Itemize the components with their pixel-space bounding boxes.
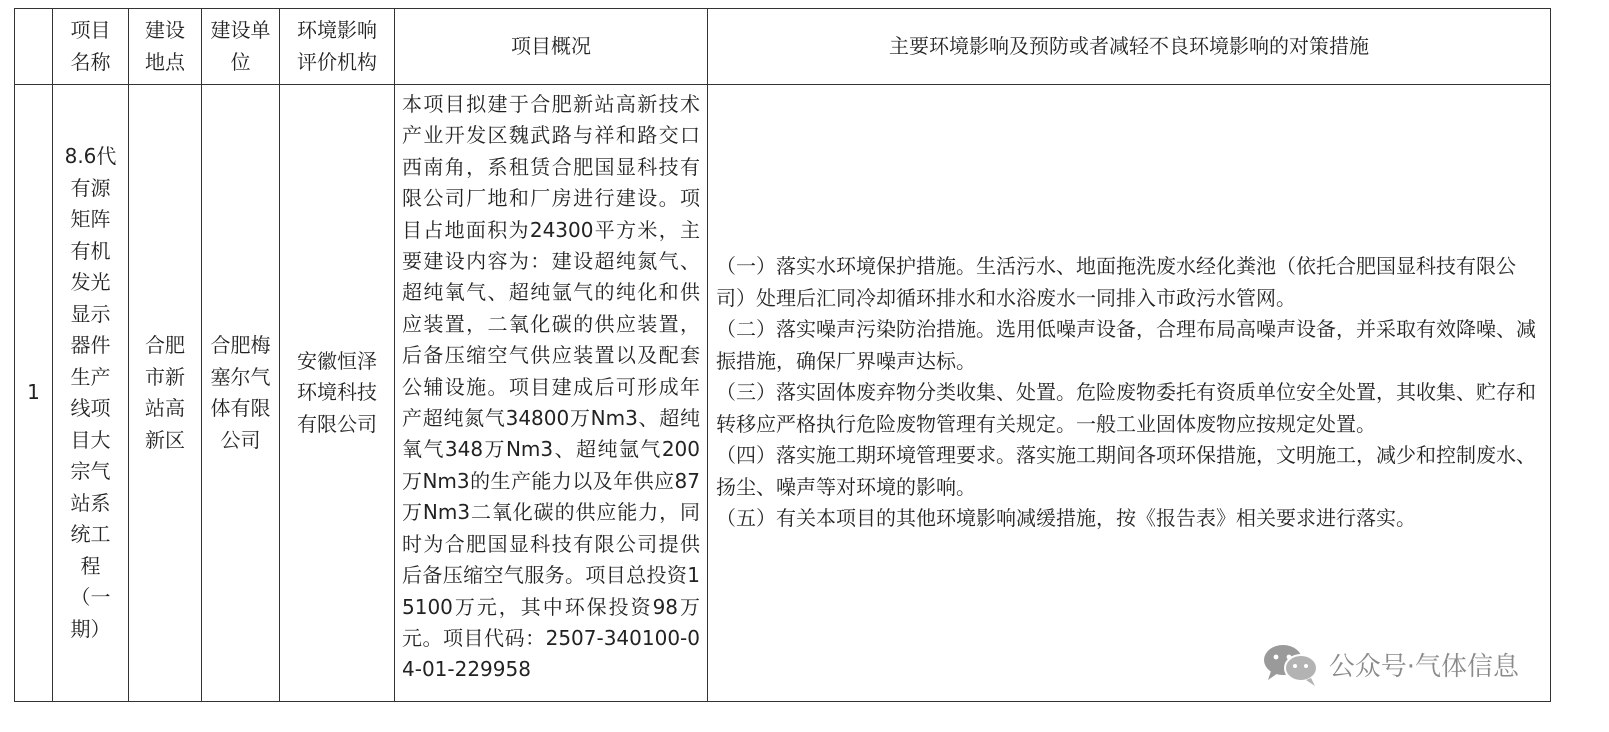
measure-item-3: （三）落实固体废弃物分类收集、处置。危险废物委托有资质单位安全处置，其收集、贮存和转移应严格执行危险废物管理有关规定。一般工业固体废物应按规定处置。 [716, 380, 1536, 436]
wechat-icon [1261, 640, 1321, 688]
location-cell: 合肥市新站高新区 [129, 85, 202, 702]
measure-item-4: （四）落实施工期环境管理要求。落实施工期间各项环保措施，文明施工，减少和控制废水、扬尘、噪声等对环境的影响。 [716, 443, 1536, 499]
construction-unit-cell: 合肥梅塞尔气体有限公司 [202, 85, 280, 702]
watermark-text: 公众号·气体信息 [1328, 651, 1519, 682]
header-overview: 项目概况 [395, 9, 708, 85]
measure-item-5: （五）有关本项目的其他环境影响减缓措施，按《报告表》相关要求进行落实。 [716, 506, 1416, 531]
header-location: 建设地点 [129, 9, 202, 85]
header-num [15, 9, 53, 85]
overview-cell: 本项目拟建于合肥新站高新技术产业开发区魏武路与祥和路交口西南角，系租赁合肥国显科技有限公司厂地和厂房进行建设。项目占地面积为24300平方米，主要建设内容为：建设超纯氮气、超纯氧气、超纯氩气的纯化和供应装置，二氧化碳的供应装置，后备压缩空气供应装置以及配套公辅设施。项目建成后可形成年产超纯氮气34800万Nm3、超纯氧气348万Nm3、超纯氩气200万Nm3的生产能力以及年供应87万Nm3二氧化碳的供应能力，同时为合肥国显科技有限公司提供后备压缩空气服务。项目总投资15100万元，其中环保投资98万元。项目代码：2507-340100-04-01-229958 [395, 85, 708, 702]
header-eia-agency: 环境影响评价机构 [280, 9, 395, 85]
measure-item-1: （一）落实水环境保护措施。生活污水、地面拖洗废水经化粪池（依托合肥国显科技有限公司）处理后汇同冷却循环排水和水浴废水一同排入市政污水管网。 [716, 254, 1516, 310]
header-construction-unit: 建设单位 [202, 9, 280, 85]
header-measures: 主要环境影响及预防或者减轻不良环境影响的对策措施 [708, 9, 1551, 85]
table-row [15, 85, 1551, 702]
project-name-cell: 8.6代有源矩阵有机发光显示器件生产线项目大宗气站系统工程（一期） [53, 85, 129, 702]
measure-item-2: （二）落实噪声污染防治措施。选用低噪声设备，合理布局高噪声设备，并采取有效降噪、减振措施，确保厂界噪声达标。 [716, 317, 1536, 373]
header-project-name: 项目名称 [53, 9, 129, 85]
project-table [14, 8, 1551, 702]
row-number: 1 [15, 85, 53, 702]
measures-cell [708, 85, 1551, 702]
watermark [1261, 640, 1519, 688]
header-row [15, 9, 1551, 85]
eia-agency-cell: 安徽恒泽环境科技有限公司 [280, 85, 395, 702]
